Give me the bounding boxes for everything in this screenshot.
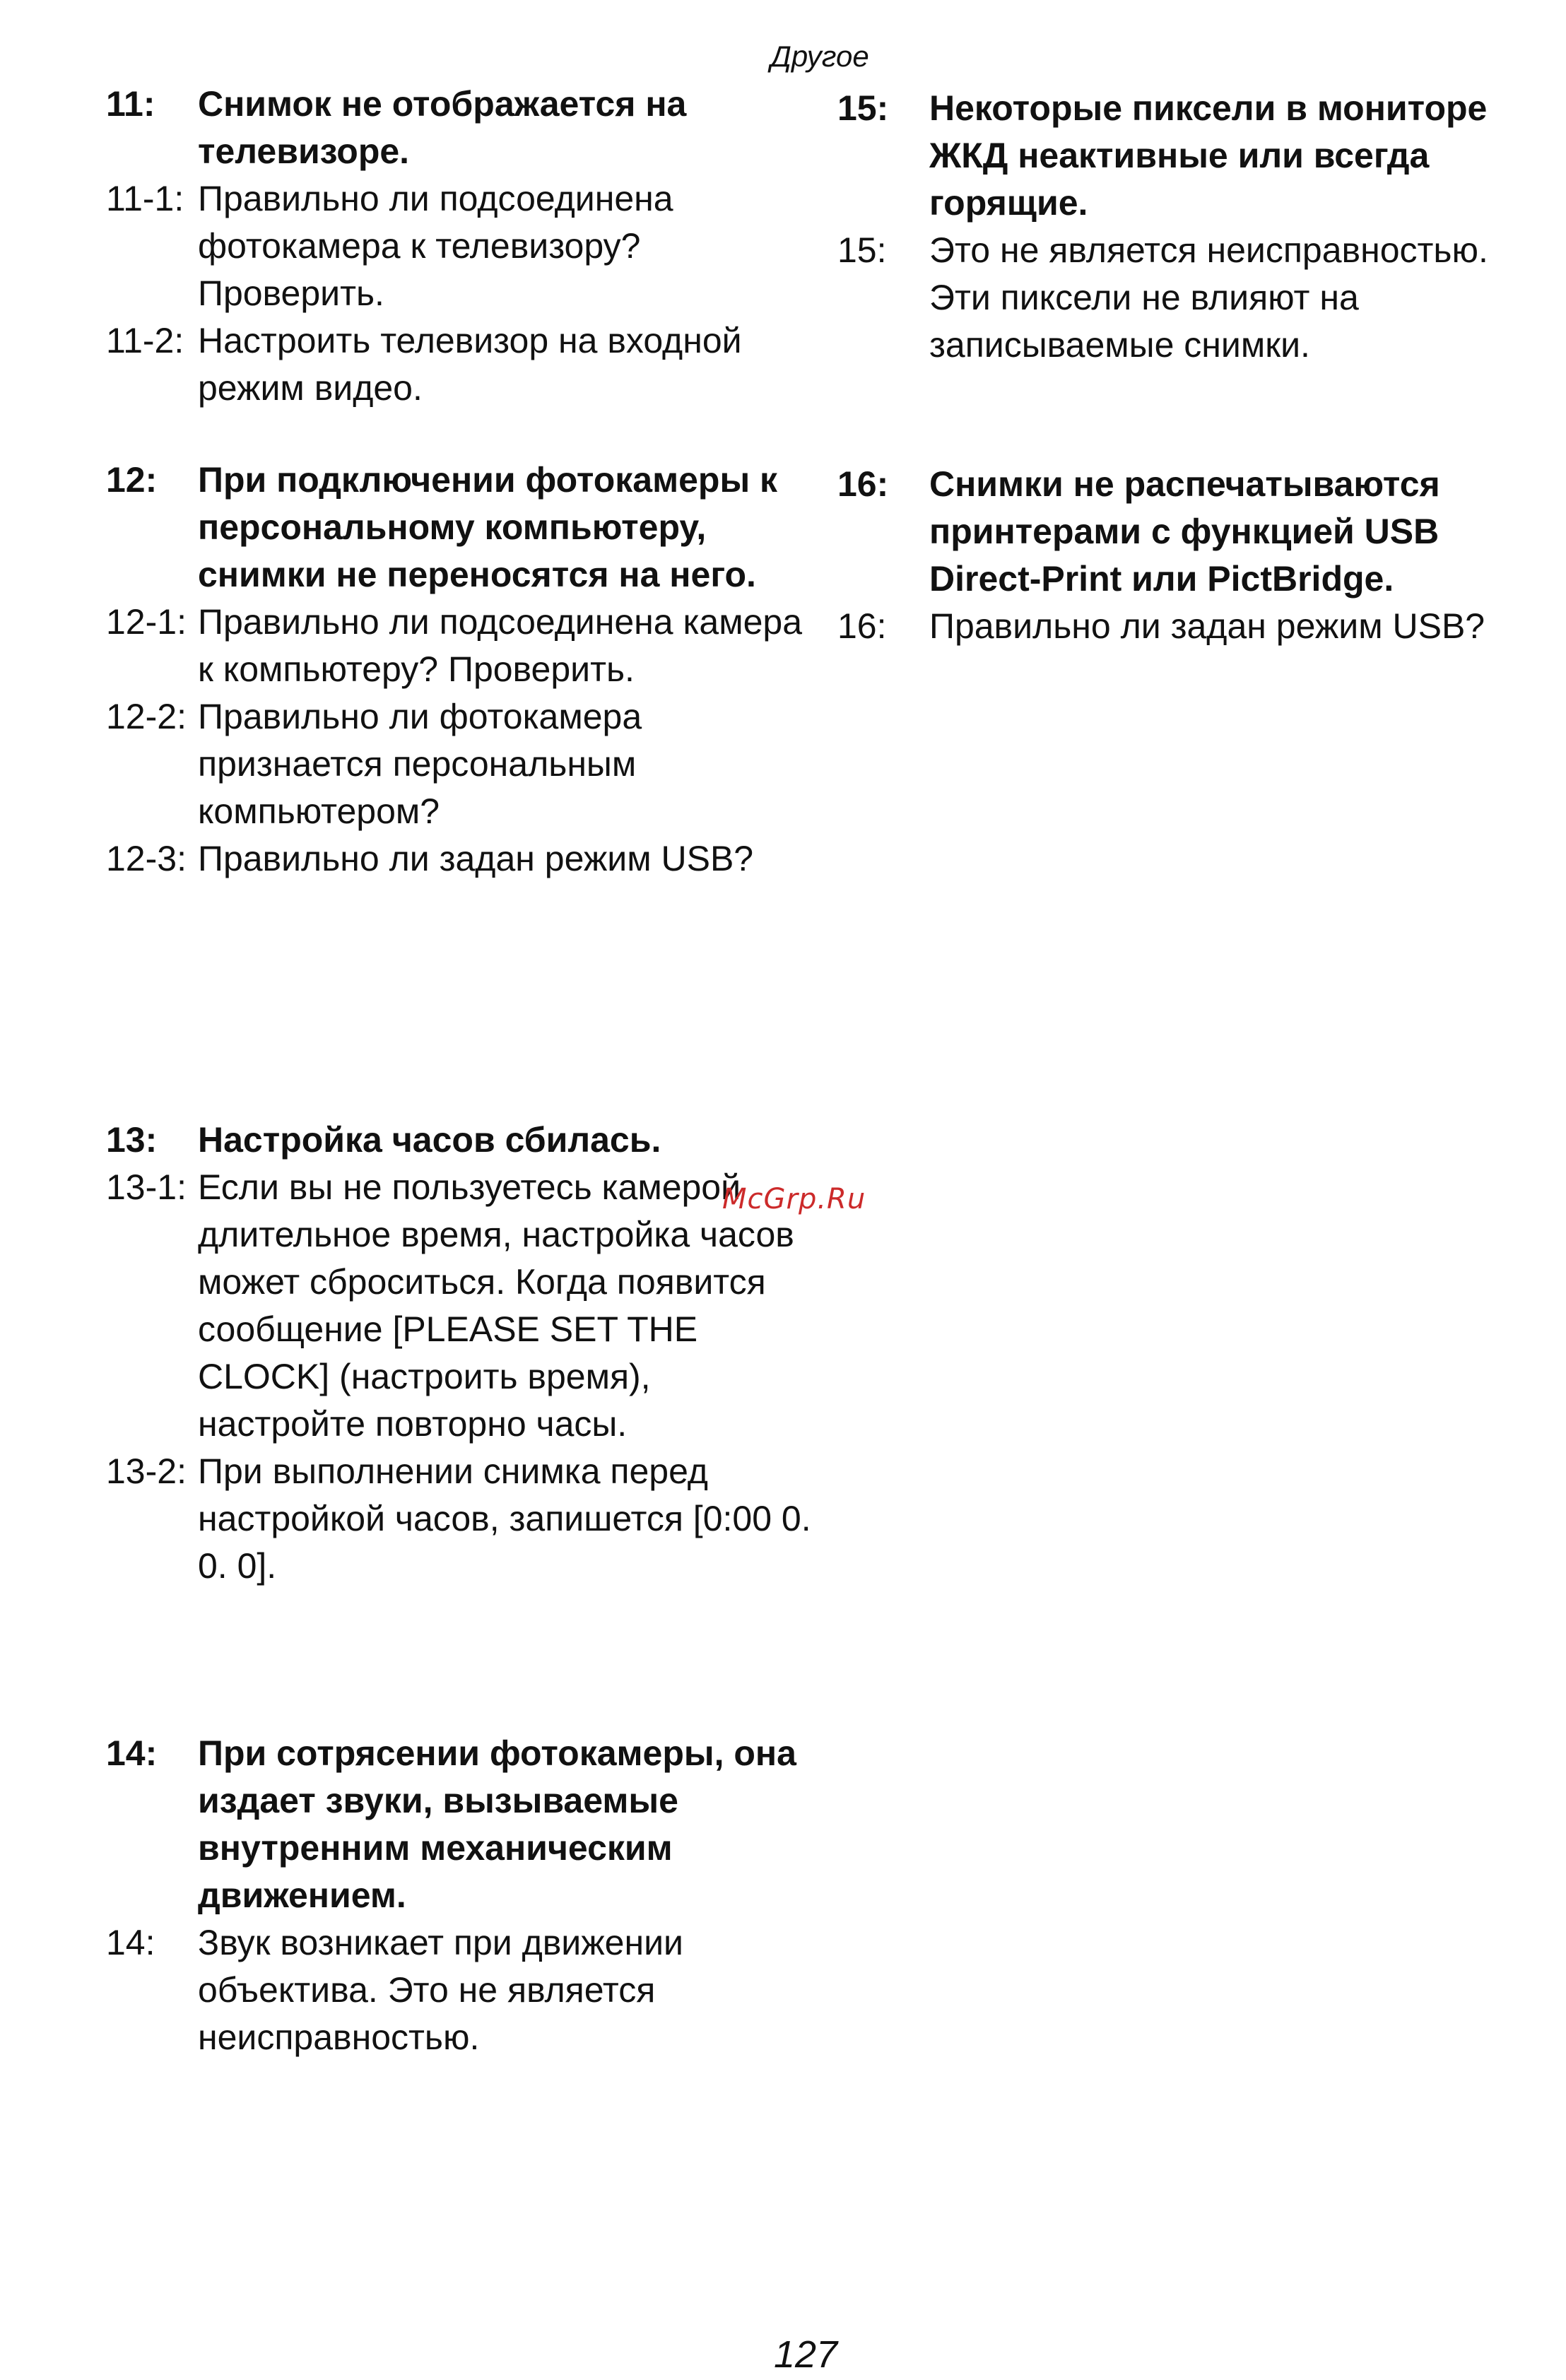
- question-number: 13:: [106, 1120, 158, 1160]
- question-text: Настройка часов сбилась.: [198, 1120, 661, 1160]
- answer-text: Настроить телевизор на входной режим видео.: [198, 321, 742, 408]
- question-number: 15:: [837, 88, 889, 128]
- question-text: Снимки не распечатываются принтерами с функцией USB Direct-Print или PictBridge.: [929, 464, 1440, 599]
- answer-11-2: [106, 317, 820, 412]
- answer-12-2: [106, 693, 820, 835]
- answer-text: Правильно ли подсоединена камера к компьютеру? Проверить.: [198, 602, 803, 689]
- question-12: [106, 456, 820, 599]
- question-16: [837, 461, 1495, 603]
- answer-text: Правильно ли фотокамера признается персональным компьютером?: [198, 697, 642, 831]
- answer-13-2: [106, 1448, 820, 1590]
- answer-number: 11-2:: [106, 321, 184, 360]
- answer-number: 12-3:: [106, 839, 187, 878]
- faq-item-11: [106, 81, 820, 412]
- answer-number: 14:: [106, 1923, 155, 1962]
- question-text: При подключении фотокамеры к персональному компьютеру, снимки не переносятся на него.: [198, 460, 778, 594]
- question-11: [106, 81, 820, 175]
- answer-14: [106, 1919, 820, 2061]
- faq-item-12: [106, 456, 820, 883]
- answer-number: 16:: [837, 606, 887, 646]
- answer-text: Правильно ли задан режим USB?: [929, 606, 1485, 646]
- faq-item-14: [106, 1730, 820, 2061]
- question-text: Некоторые пиксели в мониторе ЖКД неактивные или всегда горящие.: [929, 88, 1488, 223]
- answer-number: 15:: [837, 230, 887, 270]
- answer-text: Звук возникает при движении объектива. Это не является неисправностью.: [198, 1923, 683, 2057]
- answer-12-1: [106, 599, 820, 693]
- faq-item-13: [106, 1117, 820, 1590]
- question-13: [106, 1117, 820, 1164]
- question-14: [106, 1730, 820, 1919]
- question-number: 14:: [106, 1733, 158, 1773]
- answer-13-1: [106, 1164, 820, 1448]
- answer-text: Если вы не пользуетесь камерой длительное время, настройка часов может сброситься. Когда появится сообщение [PLEASE SET THE CLOCK] (настроить время), настройте повторно часы.: [198, 1167, 794, 1444]
- answer-16: [837, 603, 1495, 650]
- answer-number: 13-2:: [106, 1451, 187, 1491]
- answer-text: При выполнении снимка перед настройкой часов, запишется [0:00 0. 0. 0].: [198, 1451, 811, 1586]
- question-number: 11:: [106, 84, 155, 124]
- question-text: Снимок не отображается на телевизоре.: [198, 84, 687, 171]
- answer-text: Это не является неисправностью. Эти пиксели не влияют на записываемые снимки.: [929, 230, 1488, 365]
- answer-number: 13-1:: [106, 1167, 187, 1207]
- answer-12-3: [106, 835, 820, 883]
- watermark: McGrp.Ru: [722, 1183, 866, 1215]
- answer-text: Правильно ли задан режим USB?: [198, 839, 754, 878]
- question-text: При сотрясении фотокамеры, она издает звуки, вызываемые внутренним механическим движением.: [198, 1733, 796, 1915]
- answer-15: [837, 227, 1495, 369]
- question-15: [837, 85, 1495, 227]
- section-title: Другое: [770, 40, 869, 73]
- question-number: 16:: [837, 464, 889, 504]
- answer-text: Правильно ли подсоединена фотокамера к телевизору? Проверить.: [198, 179, 673, 313]
- answer-number: 12-1:: [106, 602, 187, 642]
- answer-number: 11-1:: [106, 179, 184, 218]
- question-number: 12:: [106, 460, 158, 500]
- answer-number: 12-2:: [106, 697, 187, 736]
- page-number: 127: [773, 2333, 838, 2376]
- answer-11-1: [106, 175, 820, 317]
- faq-item-16: [837, 461, 1495, 650]
- faq-item-15: [837, 85, 1495, 369]
